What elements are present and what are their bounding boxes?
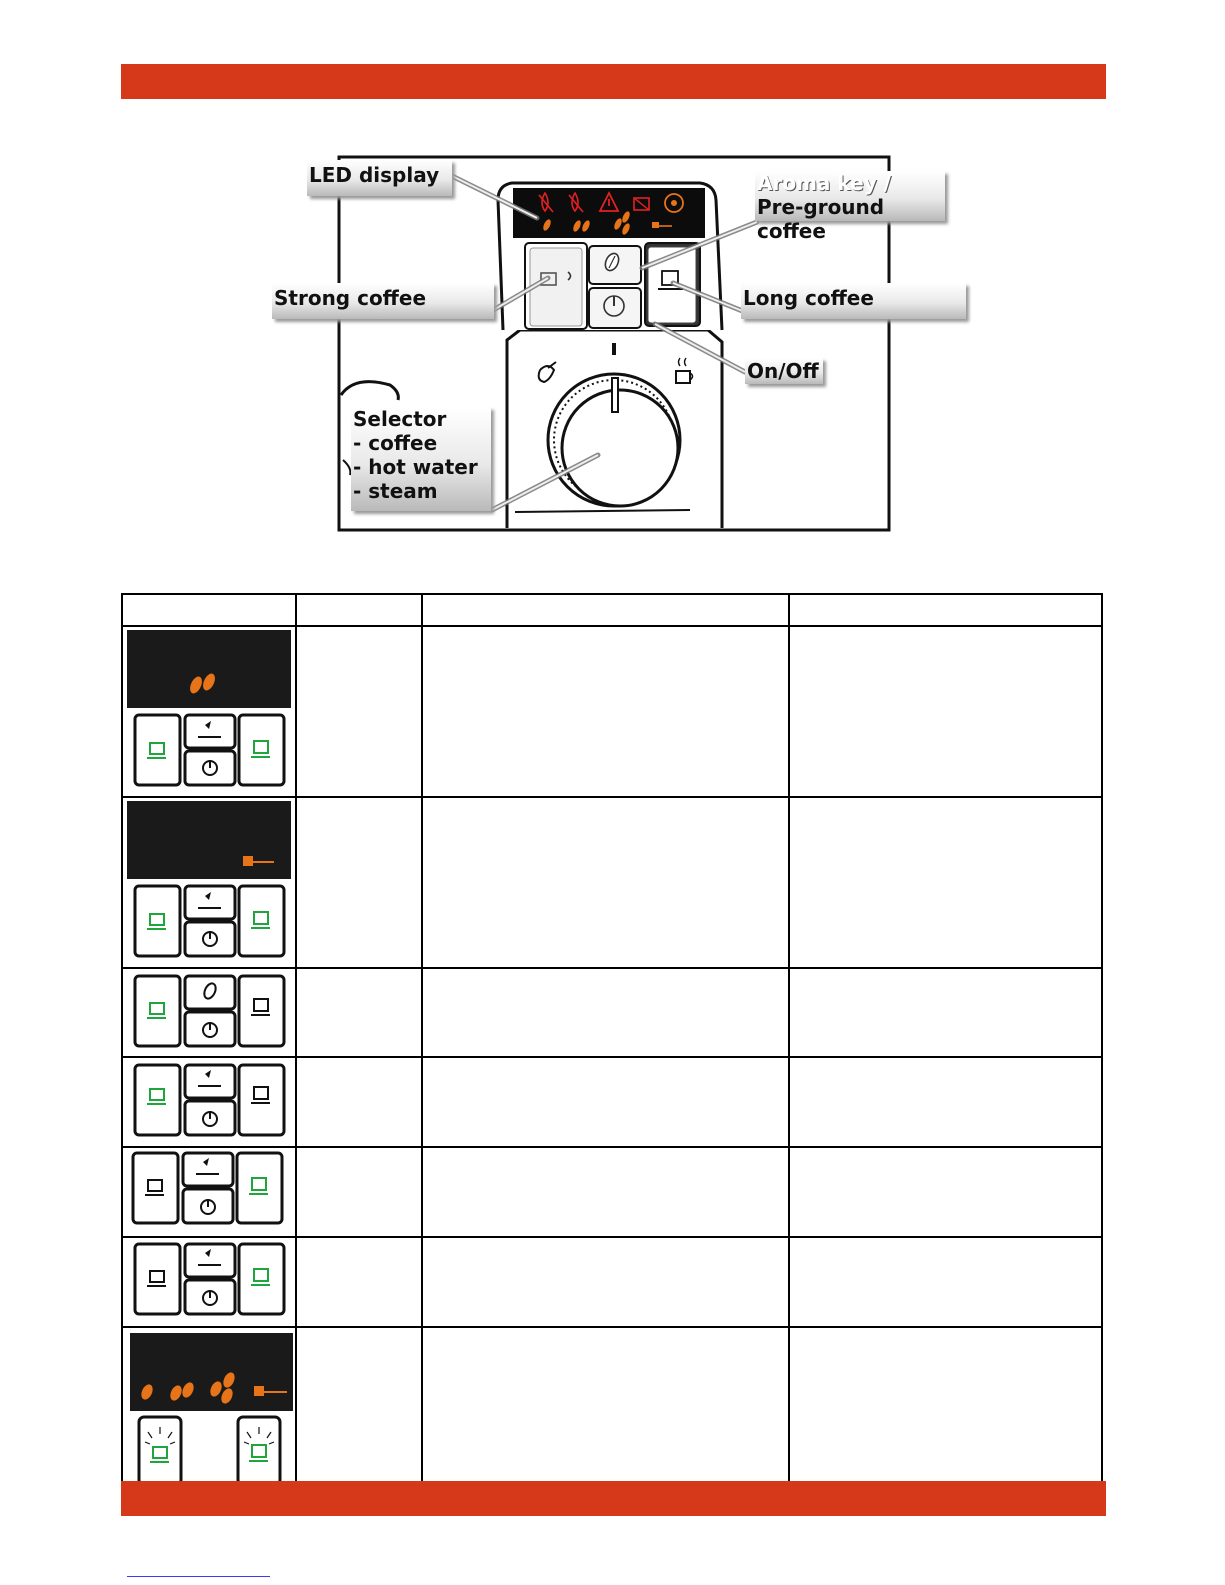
table-row bbox=[122, 626, 1102, 797]
keypad bbox=[135, 886, 284, 956]
indicator-illustration bbox=[123, 1328, 293, 1493]
table-row bbox=[122, 797, 1102, 968]
indicator-cell bbox=[122, 1147, 296, 1237]
flashing-long-coffee-key bbox=[238, 1417, 280, 1485]
indicator-illustration bbox=[123, 1238, 293, 1322]
selector-label-hot-water: - hot water bbox=[353, 455, 478, 479]
indicator-cell bbox=[122, 1327, 296, 1498]
table-row bbox=[122, 1057, 1102, 1147]
led-display-label: LED display bbox=[307, 160, 452, 196]
indicator-illustration bbox=[123, 1058, 293, 1142]
led-panel bbox=[130, 1333, 293, 1411]
indicator-table bbox=[121, 593, 1103, 1499]
indicator-illustration bbox=[123, 969, 293, 1052]
led-panel bbox=[127, 630, 291, 708]
on-off-label: On/Off bbox=[745, 358, 823, 384]
keypad bbox=[135, 715, 284, 785]
indicator-illustration bbox=[123, 627, 293, 792]
flashing-strong-coffee-key bbox=[139, 1417, 181, 1485]
strong-coffee-label: Strong coffee bbox=[272, 283, 494, 319]
selector-label-title: Selector bbox=[353, 407, 447, 431]
table-header-row bbox=[122, 594, 1102, 626]
aroma-key-label bbox=[755, 171, 945, 243]
long-coffee-label: Long coffee bbox=[741, 283, 966, 319]
table-header-cell bbox=[122, 594, 296, 626]
table-row bbox=[122, 1237, 1102, 1327]
indicator-cell bbox=[122, 797, 296, 968]
table-header-cell bbox=[296, 594, 422, 626]
indicator-cell bbox=[122, 626, 296, 797]
indicator-illustration bbox=[123, 798, 293, 963]
footer-link-underline bbox=[127, 1576, 270, 1577]
machine-control-panel-figure bbox=[0, 0, 1225, 560]
indicator-cell bbox=[122, 968, 296, 1057]
aroma-key-label-line1: Aroma key / bbox=[757, 171, 892, 195]
selector-label bbox=[351, 407, 491, 511]
led-panel bbox=[127, 801, 291, 879]
table-row bbox=[122, 968, 1102, 1057]
table-row bbox=[122, 1327, 1102, 1498]
table-header-cell bbox=[789, 594, 1102, 626]
indicator-cell bbox=[122, 1237, 296, 1327]
table-header-cell bbox=[422, 594, 789, 626]
led-display bbox=[513, 188, 705, 238]
selector-label-steam: - steam bbox=[353, 479, 438, 503]
indicator-illustration bbox=[123, 1148, 293, 1232]
selector-label-coffee: - coffee bbox=[353, 431, 438, 455]
footer-bar bbox=[121, 1481, 1106, 1516]
table-row bbox=[122, 1147, 1102, 1237]
indicator-cell bbox=[122, 1057, 296, 1147]
aroma-key-label-line2: Pre-ground coffee bbox=[757, 195, 885, 243]
